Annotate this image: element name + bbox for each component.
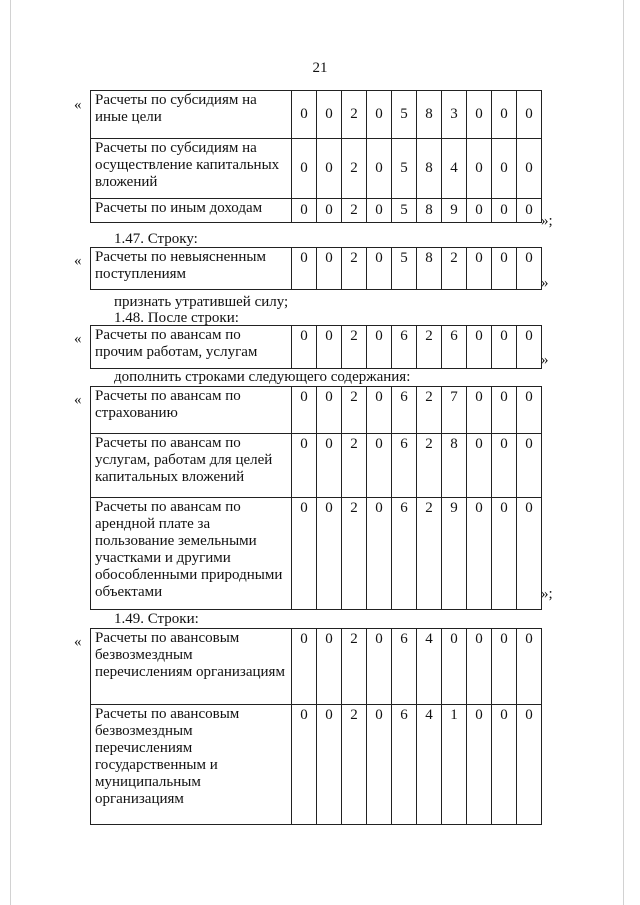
code-digit: 2 (342, 629, 367, 705)
table-row (91, 629, 542, 705)
code-digit: 0 (467, 248, 492, 290)
table-row (91, 91, 542, 139)
code-digit: 0 (292, 91, 317, 139)
close-quote-semicolon: »; (541, 213, 553, 229)
item-1-48: 1.48. После строки: (114, 310, 239, 326)
code-digit: 5 (392, 139, 417, 199)
code-digit: 6 (392, 326, 417, 369)
code-digit: 0 (517, 139, 542, 199)
code-digit: 5 (392, 91, 417, 139)
code-digit: 3 (442, 91, 467, 139)
code-digit: 6 (392, 387, 417, 434)
close-quote-semicolon: »; (541, 586, 553, 602)
code-digit: 0 (292, 434, 317, 498)
code-digit: 0 (517, 199, 542, 223)
repealed-note: признать утратившей силу; (114, 294, 289, 310)
open-quote: « (74, 97, 82, 113)
row-label: Расчеты по авансам по арендной плате за пользование земельными участками и другими обособленными природными объектами (91, 498, 292, 610)
code-digit: 0 (492, 139, 517, 199)
code-digit: 5 (392, 248, 417, 290)
code-digit: 0 (467, 387, 492, 434)
code-digit: 0 (467, 498, 492, 610)
code-digit: 2 (417, 387, 442, 434)
row-label: Расчеты по авансовым безвозмездным перечислениям государственным и муниципальным организациям (91, 705, 292, 825)
code-digit: 8 (417, 139, 442, 199)
code-digit: 9 (442, 498, 467, 610)
code-digit: 0 (517, 434, 542, 498)
code-digit: 0 (492, 91, 517, 139)
scan-left-edge (10, 0, 11, 905)
code-digit: 0 (517, 629, 542, 705)
code-digit: 2 (342, 91, 367, 139)
code-digit: 0 (517, 248, 542, 290)
code-digit: 2 (342, 498, 367, 610)
code-digit: 0 (317, 705, 342, 825)
supplement-note: дополнить строками следующего содержания: (114, 369, 411, 385)
code-digit: 0 (317, 91, 342, 139)
code-digit: 0 (517, 91, 542, 139)
code-digit: 0 (317, 139, 342, 199)
row-label: Расчеты по авансам по прочим работам, услугам (91, 326, 292, 369)
code-digit: 8 (442, 434, 467, 498)
code-digit: 2 (417, 498, 442, 610)
code-digit: 0 (442, 629, 467, 705)
code-digit: 0 (317, 248, 342, 290)
table-row (91, 498, 542, 610)
code-digit: 6 (392, 498, 417, 610)
code-digit: 7 (442, 387, 467, 434)
code-digit: 0 (292, 199, 317, 223)
code-digit: 8 (417, 91, 442, 139)
code-digit: 0 (317, 498, 342, 610)
open-quote: « (74, 634, 82, 650)
code-digit: 1 (442, 705, 467, 825)
code-table-4 (90, 386, 542, 610)
row-label: Расчеты по авансам по страхованию (91, 387, 292, 434)
code-digit: 0 (367, 705, 392, 825)
code-digit: 0 (367, 199, 392, 223)
code-table-3 (90, 325, 542, 369)
code-digit: 0 (467, 326, 492, 369)
code-digit: 2 (342, 387, 367, 434)
row-label: Расчеты по авансовым безвозмездным перечислениям организациям (91, 629, 292, 705)
code-digit: 5 (392, 199, 417, 223)
code-digit: 0 (367, 498, 392, 610)
code-digit: 0 (492, 434, 517, 498)
code-digit: 0 (317, 387, 342, 434)
close-quote: » (541, 352, 549, 368)
code-digit: 0 (292, 326, 317, 369)
code-digit: 0 (467, 91, 492, 139)
code-digit: 0 (292, 629, 317, 705)
code-digit: 4 (442, 139, 467, 199)
table-row (91, 199, 542, 223)
code-digit: 2 (342, 248, 367, 290)
code-digit: 0 (317, 326, 342, 369)
code-digit: 8 (417, 248, 442, 290)
code-digit: 0 (292, 248, 317, 290)
open-quote: « (74, 253, 82, 269)
code-digit: 2 (342, 199, 367, 223)
code-table-1 (90, 90, 542, 223)
code-digit: 2 (442, 248, 467, 290)
code-digit: 0 (492, 705, 517, 825)
open-quote: « (74, 331, 82, 347)
scan-right-edge (623, 0, 624, 905)
code-digit: 0 (517, 705, 542, 825)
code-digit: 2 (417, 434, 442, 498)
code-digit: 0 (517, 326, 542, 369)
code-digit: 2 (417, 326, 442, 369)
code-digit: 0 (517, 387, 542, 434)
code-digit: 0 (367, 326, 392, 369)
code-digit: 0 (367, 629, 392, 705)
row-label: Расчеты по иным доходам (91, 199, 292, 223)
code-digit: 4 (417, 705, 442, 825)
code-digit: 0 (317, 199, 342, 223)
code-digit: 0 (492, 387, 517, 434)
code-digit: 0 (317, 434, 342, 498)
table-row (91, 248, 542, 290)
code-digit: 6 (392, 705, 417, 825)
item-1-49: 1.49. Строки: (114, 611, 199, 627)
code-digit: 0 (467, 434, 492, 498)
code-digit: 2 (342, 705, 367, 825)
code-digit: 0 (467, 139, 492, 199)
code-digit: 0 (517, 498, 542, 610)
code-digit: 2 (342, 326, 367, 369)
code-digit: 0 (492, 248, 517, 290)
table-row (91, 705, 542, 825)
close-quote: » (541, 275, 549, 291)
code-digit: 6 (392, 434, 417, 498)
code-digit: 6 (442, 326, 467, 369)
table-row (91, 434, 542, 498)
code-digit: 0 (492, 629, 517, 705)
code-digit: 0 (467, 705, 492, 825)
code-digit: 0 (292, 387, 317, 434)
table-row (91, 387, 542, 434)
code-digit: 0 (317, 629, 342, 705)
code-digit: 9 (442, 199, 467, 223)
code-table-5 (90, 628, 542, 825)
code-digit: 0 (367, 248, 392, 290)
row-label: Расчеты по невыясненным поступлениям (91, 248, 292, 290)
code-digit: 6 (392, 629, 417, 705)
row-label: Расчеты по субсидиям на осуществление капитальных вложений (91, 139, 292, 199)
code-digit: 2 (342, 139, 367, 199)
table-row (91, 139, 542, 199)
code-digit: 0 (467, 629, 492, 705)
row-label: Расчеты по субсидиям на иные цели (91, 91, 292, 139)
code-digit: 0 (292, 139, 317, 199)
row-label: Расчеты по авансам по услугам, работам для целей капитальных вложений (91, 434, 292, 498)
code-digit: 8 (417, 199, 442, 223)
code-digit: 0 (492, 326, 517, 369)
code-digit: 0 (492, 199, 517, 223)
code-digit: 0 (367, 434, 392, 498)
code-digit: 0 (292, 705, 317, 825)
code-digit: 0 (367, 139, 392, 199)
code-digit: 0 (367, 387, 392, 434)
page-number: 21 (312, 60, 328, 76)
open-quote: « (74, 392, 82, 408)
code-digit: 4 (417, 629, 442, 705)
table-row (91, 326, 542, 369)
item-1-47: 1.47. Строку: (114, 231, 198, 247)
code-digit: 0 (292, 498, 317, 610)
code-digit: 0 (367, 91, 392, 139)
code-digit: 0 (492, 498, 517, 610)
code-digit: 2 (342, 434, 367, 498)
code-digit: 0 (467, 199, 492, 223)
code-table-2 (90, 247, 542, 290)
